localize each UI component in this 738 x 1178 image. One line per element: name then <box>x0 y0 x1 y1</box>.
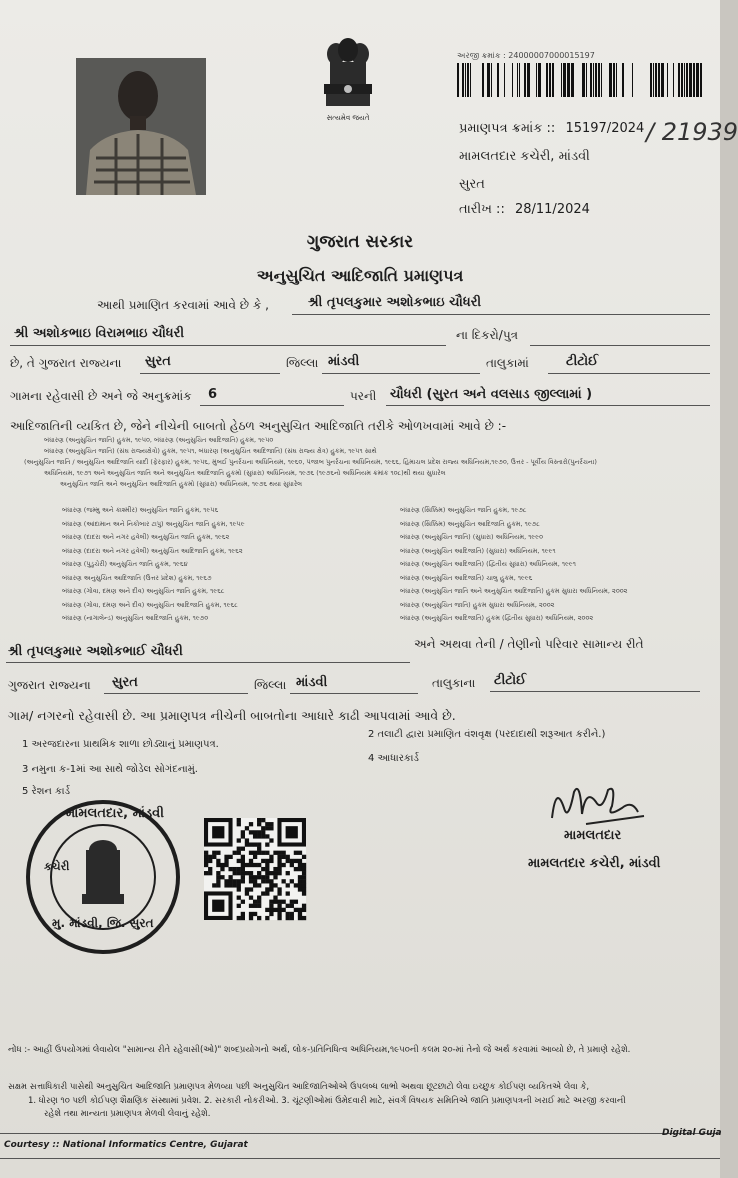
tribe-name: ચૌધરી (સુરત અને વલસાડ જીલ્લામાં ) <box>390 387 593 402</box>
order-list-item: બંધારણ (જમ્મુ અને કાશ્મીર) અનુસુચિત જાતિ હુકમ, ૧૯૫૬ <box>62 506 219 514</box>
official-seal <box>24 798 182 956</box>
relation-label: ના દિકરો/પુત્ર <box>456 328 519 342</box>
legal-reference-line: બંધારણ (અનુસુચિત જાતિ) હુકમ, ૧૯૫૦, બંધારણ (અનુસુચિત આદિજાતિ) હુકમ, ૧૯૫૦ <box>44 436 274 444</box>
issuing-district: સુરત <box>459 177 485 192</box>
courtesy-text: Courtesy :: National Informatics Centre, Gujarat <box>4 1140 248 1150</box>
signature-scribble <box>546 778 646 830</box>
order-list-item: બંધારણ (અનુસુચિત જાતિ અને અનુસુચિત આદિજાતિ) હુકમ સુધારા અધિનિયમ, ૨૦૦૨ <box>400 587 628 595</box>
family-residence-label: અને અથવા તેની / તેણીનો પરિવાર સામાન્ય રીતે <box>414 637 644 651</box>
emblem-motto: સત્યમેવ જયતે <box>326 114 370 122</box>
seal-middle-text: કચેરી <box>44 860 70 873</box>
order-list-item: બંધારણ (નાગાલેન્ડ) અનુસુચિત આદિજાતિ હુકમ, ૧૯૭૦ <box>62 614 209 622</box>
issue-date-value: 28/11/2024 <box>514 202 590 217</box>
document-item: 4 આધારકાર્ડ <box>368 753 419 764</box>
issuing-office: મામલતદાર કચેરી, માંડવી <box>459 149 590 164</box>
order-list-item: બંધારણ (ગોવા, દમણ અને દીવ) અનુસુચિત આદિજાતિ હુકમ, ૧૯૬૮ <box>62 600 238 609</box>
order-list-item: બંધારણ અનુસુચિત આદિજાતિ (ઉત્તર પ્રદેશ) હુકમ, ૧૯૬૭ <box>62 573 212 582</box>
barcode <box>457 63 701 97</box>
resident-name: શ્રી તૃપલકુમાર અશોકભાઈ ચૌધરી <box>8 644 183 659</box>
signatory-office: મામલતદાર કચેરી, માંડવી <box>528 856 661 871</box>
state-district-value: સુરત <box>145 354 171 369</box>
order-list-item: બંધારણ (અનુસુચિત આદિજાતિ) ચાલુ હુકમ, ૧૯૯૬ <box>400 573 533 582</box>
government-title: ગુજરાત સરકાર <box>306 232 414 252</box>
footer-right-text: Digital Guja <box>662 1128 722 1138</box>
legal-reference-line: અનુસુચિત જાતિ અને અનુસુચિત આદિજાતિ હુકમો (સુધારા) અધિનિયમ, ૧૯૭૬ થયા સુધારેલ <box>60 480 303 488</box>
order-list-item: બંધારણ (સિક્કિમ) અનુસુચિત આદિજાતિ હુકમ, ૧૯૭૮ <box>400 519 540 528</box>
document-item: 5 રેશન કાર્ડ <box>22 786 71 797</box>
document-item: 1 અરજદારના પ્રાથમિક શાળા છોડ્યાનું પ્રમાણપત્ર. <box>22 739 219 750</box>
qr-code <box>204 818 306 920</box>
village-statement: ગામ/ નગરનો રહેવાસી છે. આ પ્રમાણપત્ર નીચેની બાબતોના આધારે કાઢી આપવામાં આવે છે. <box>8 708 456 723</box>
note-line: 1. ધોરણ ૧૦ પછી કોઈપણ શૈક્ષણિક સંસ્થામાં પ્રવેશ. 2. સરકારી નોકરીઓ. 3. ચૂંટણીઓમાં ઉમેદવારી માટે, સંવર્ગ વિષયક સમિતિએ જાતિ પ્રમાણપત્રની ખરાઈ માટે અરજી કરવાની <box>28 1096 626 1106</box>
footer-strip <box>0 1128 722 1159</box>
note-line: રહેશે તથા માન્યતા પ્રમાણપત્ર મેળવી લેવાનું રહેશે. <box>44 1109 211 1119</box>
order-list-item: બંધારણ (સિક્કિમ) અનુસુચિત જાતિ હુકમ, ૧૯૭૮ <box>400 506 527 514</box>
father-name: શ્રી અશોકભાઇ વિરામભાઇ ચૌધરી <box>14 326 185 341</box>
state-label: છે, તે ગુજરાત રાજ્યના <box>10 356 122 370</box>
district-value-2: માંડવી <box>296 675 328 690</box>
order-list-item: બંધારણ (અનુસુચિત આદિજાતિ) (દ્વિતીય સુધારા) અધિનિયમ, ૧૯૯૧ <box>400 560 576 568</box>
order-list-item: બંધારણ (દાદરા અને નગર હવેલી) અનુસુચિત જાતિ હુકમ, ૧૯૬૨ <box>62 533 230 541</box>
application-number: અરજી ક્રમાંક : 24000007000015197 <box>457 51 595 60</box>
district-label-2: જિલ્લા <box>254 678 287 692</box>
certificate-number <box>459 121 644 136</box>
order-list-item: બંધારણ (આંદામાન અને નિકોબાર ટાપુ) અનુસુચિત જાતિ હુકમ, ૧૯૫૯ <box>62 519 245 528</box>
order-list-item: બંધારણ (પુડુચેરી) અનુસુચિત જાતિ હુકમ, ૧૯૬૪ <box>62 560 188 568</box>
issue-date-label: તારીખ :: <box>459 202 505 217</box>
order-list-item: બંધારણ (અનુસુચિત આદિજાતિ) (સુધારા) અધિનિયમ, ૧૯૯૧ <box>400 546 556 555</box>
note-line: નોંધ :- આહીં ઉપયોગમાં લેવાયેલ "સામાન્ય રીતે રહેવાસી(ઓ)" શબ્દપ્રયોગનો અર્થ, લોક-પ્રતિનિધિત્વ અધિનિયમ,૧૯૫૦ની કલમ ૨૦-માં તેનો જે અર્થ કરવામાં આવ્યો છે, તે પ્રમાણે રહેશે. <box>8 1045 631 1055</box>
document-item: 2 તલાટી દ્વારા પ્રમાણિત વંશવૃક્ષ (પરદાદાથી શરૂઆત કરીને.) <box>368 729 606 740</box>
seal-bottom-text: મુ. માંડવી, જિ. સુરત <box>52 916 154 930</box>
district-label: જિલ્લા <box>286 356 319 370</box>
of-label: પરની <box>350 389 377 403</box>
district-value: માંડવી <box>328 354 360 369</box>
certificate-number-value: 15197/2024 <box>565 121 645 136</box>
order-list-item: બંધારણ (અનુસુચિત આદિજાતિ) હુકમ (દ્વિતીય સુધારા) અધિનિયમ, ૨૦૦૨ <box>400 614 594 622</box>
resident-label: ગામના રહેવાસી છે અને જે અનુક્રમાંક <box>10 389 192 403</box>
taluka-label-2: તાલુકાના <box>432 676 476 690</box>
certificate-number-label: પ્રમાણપત્ર ક્રમાંક :: <box>459 121 556 136</box>
issue-date <box>459 202 590 217</box>
applicant-name: શ્રી તૃપલકુમાર અશોકભાઇ ચૌધરી <box>308 295 482 310</box>
handwritten-number: / 21939 <box>646 118 738 146</box>
taluka-value-2: ટીટોઈ <box>494 673 527 688</box>
recognition-statement: આદિજાતિની વ્યકિત છે, જેને નીચેની બાબતો હેઠળ અનુસુચિત આદિજાતિ તરીકે ઓળખવામાં આવે છે :- <box>10 419 507 433</box>
order-list-item: બંધારણ (અનુસુચિત જાતિ) (સુધારા) અધિનિયમ, ૧૯૯૦ <box>400 533 543 541</box>
state-district-value-2: સુરત <box>112 675 138 690</box>
legal-reference-line: બંધારણ (અનુસુચિત જાતિ) (સંઘ રાજ્યક્ષેત્રો) હુકમ, ૧૯૫૧, બંધારણ (અનુસુચિત આદિજાતિ) (સંઘ રાજ્ય ક્ષેત્ર) હુકમ, ૧૯૫૧ સાથે <box>44 447 377 455</box>
order-list-item: બંધારણ (અનુસુચિત જાતિ) હુકમ સુધારા અધિનિયમ, ૨૦૦૨ <box>400 600 555 609</box>
order-list-item: બંધારણ (દાદરા અને નગર હવેલી) અનુસુચિત આદિજાતિ હુકમ, ૧૯૬૨ <box>62 546 243 555</box>
legal-reference-line: અધિનિયમ, ૧૯૭૧ અને અનુસુચિત જાતિ અને અનુસુચિત આદિજાતિ હુકમો (સુધારા) અધિનિયમ, ૧૯૭૬ (૧૯૭૬નો અધિનિયમ ક્રમાંક ૧૦૮)થી થયા સુધારેલ <box>44 469 446 477</box>
state-label-2: ગુજરાત રાજ્યના <box>8 678 91 692</box>
serial-number: 6 <box>208 387 218 402</box>
document-item: 3 નમુના ક-1માં આ સાથે જોડેલ સોગંદનામું. <box>22 764 198 775</box>
certificate-title: અનુસુચિત આદિજાતિ પ્રમાણપત્ર <box>256 266 464 285</box>
certify-label: આથી પ્રમાણિત કરવામાં આવે છે કે , <box>97 298 269 312</box>
taluka-value: ટીટોઈ <box>566 354 599 369</box>
seal-top-text: મામલતદાર, માંડવી <box>66 806 164 821</box>
legal-reference-line: (અનુસુચિત જાતિ / અનુસુચિત આદિજાતિ યાદી (ફેરફાર) હુકમ, ૧૯૫૬, મુંબઈ પુનર્રચના અધિનિયમ, ૧૯૬૦, પંજાબ પુનર્રચના અધિનિયમ, ૧૯૬૬, હિમાચલ પ્રદેશ રાજ્ય અધિનિયમ,૧૯૭૦, ઉત્તર - પૂર્વીય વિસ્તારો(પુનર્રચના) <box>24 458 597 466</box>
applicant-photo <box>76 58 206 195</box>
emblem <box>316 36 380 122</box>
order-list-item: બંધારણ (ગોવા, દમણ અને દીવ) અનુસુચિત જાતિ હુકમ, ૧૯૬૮ <box>62 587 225 595</box>
taluka-label: તાલુકામાં <box>486 356 529 370</box>
note-line: સક્ષમ સત્તાધિકારી પાસેથી અનુસુચિત આદિજાતિ પ્રમાણપત્ર મેળવ્યા પછી અનુસુચિત આદિજાતિઓએ ઉપલબ્ધ લાભો અથવા છૂટછાટો લેવા ઇચ્છુક કોઈપણ વ્યકિતએ લેવા કે, <box>8 1082 590 1092</box>
signatory-title: મામલતદાર <box>564 828 622 843</box>
